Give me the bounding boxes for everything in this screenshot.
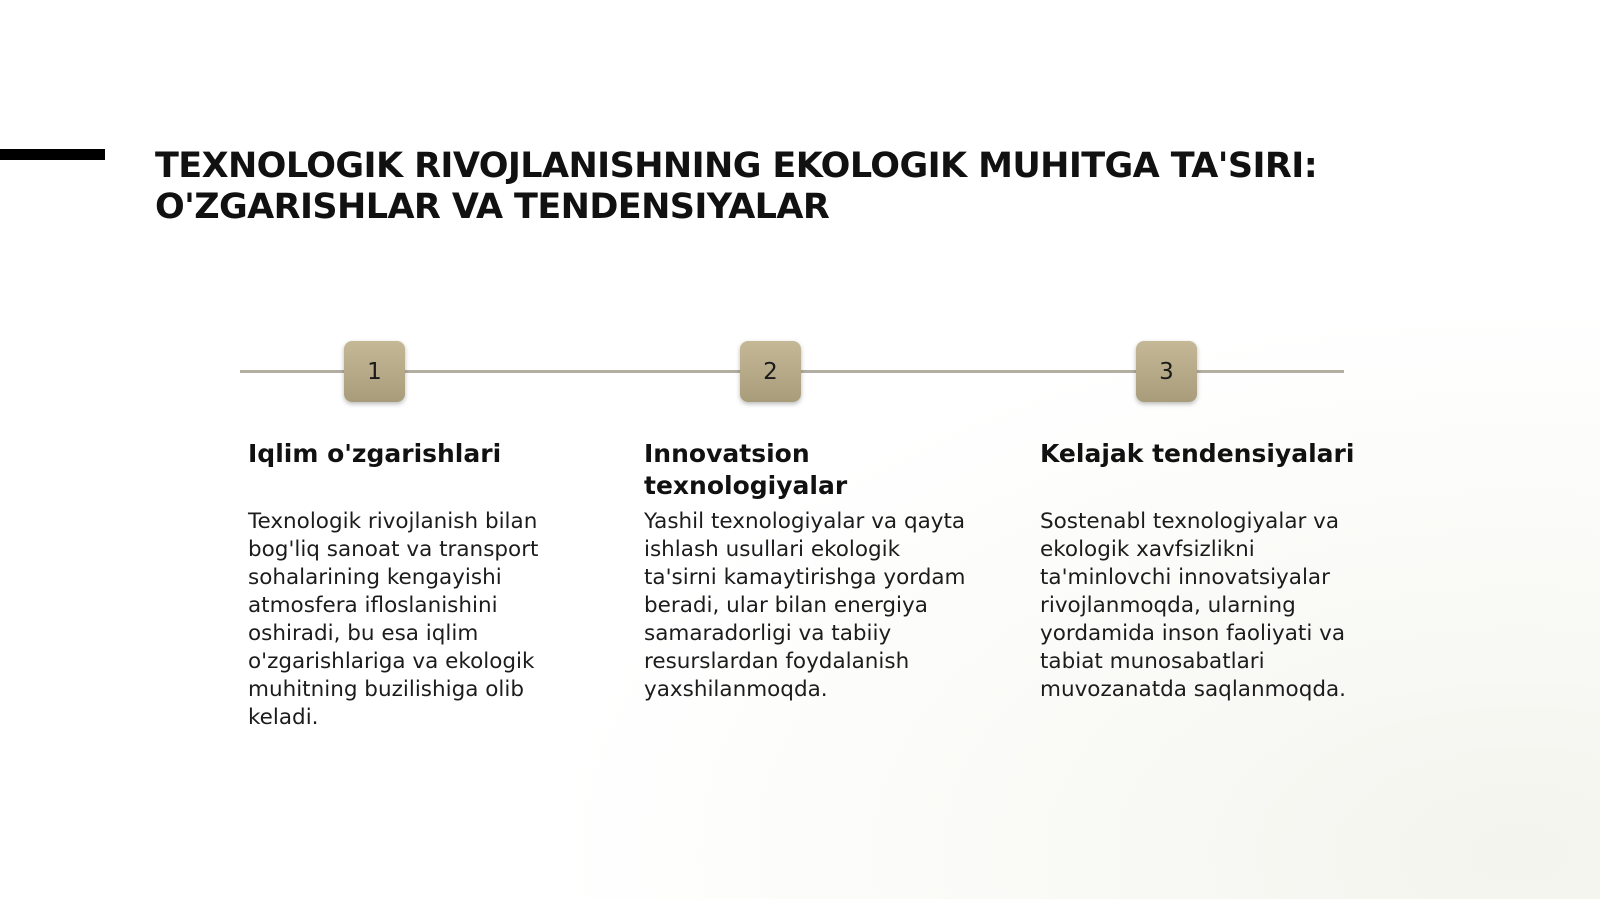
step-3-line: yordamida inson faoliyati va [1040,621,1346,646]
step-3-line: Sostenabl texnologiyalar va [1040,509,1340,534]
step-2-line: resurslardan foydalanish [644,649,910,674]
step-3-column [1040,438,1385,704]
step-3-line: rivojlanmoqda, ularning [1040,593,1296,618]
title-accent-bar [0,149,105,160]
step-1-line: oshiradi, bu esa iqlim [248,621,479,646]
step-1-line: keladi. [248,705,319,730]
step-2-line: Yashil texnologiyalar va qayta [644,509,966,534]
step-3-line: tabiat munosabatlari [1040,649,1265,674]
step-1-marker [344,341,405,402]
step-3-description [1040,508,1385,704]
step-1-line: atmosfera ifloslanishini [248,593,498,618]
step-3-line: ta'minlovchi innovatsiyalar [1040,565,1330,590]
step-1-line: bog'liq sanoat va transport [248,537,539,562]
step-2-line: beradi, ular bilan energiya [644,593,928,618]
step-3-number: 3 [1159,358,1174,385]
slide-title-line-2: O'ZGARISHLAR VA TENDENSIYALAR [155,187,830,227]
step-1-line: o'zgarishlariga va ekologik [248,649,535,674]
step-3-line: ekologik xavfsizlikni [1040,537,1255,562]
step-2-line: yaxshilanmoqda. [644,677,828,702]
slide-title [155,146,1475,228]
step-2-line: ishlash usullari ekologik [644,537,901,562]
step-1-line: muhitning buzilishiga olib [248,677,524,702]
step-3-line: muvozanatda saqlanmoqda. [1040,677,1346,702]
step-1-line: Texnologik rivojlanish bilan [248,509,538,534]
step-1-description [248,508,593,732]
step-2-line: samaradorligi va tabiiy [644,621,892,646]
step-1-line: sohalarining kengayishi [248,565,502,590]
step-2-line: ta'sirni kamaytirishga yordam [644,565,966,590]
step-3-heading: Kelajak tendensiyalari [1040,439,1355,468]
slide-title-line-1: TEXNOLOGIK RIVOJLANISHNING EKOLOGIK MUHITGA TA'SIRI: [155,146,1318,186]
step-2-number: 2 [763,358,778,385]
step-3-marker [1136,341,1197,402]
step-2-heading: Innovatsion texnologiyalar [644,439,848,500]
step-2-column [644,438,989,704]
step-1-heading: Iqlim o'zgarishlari [248,439,502,468]
step-2-marker [740,341,801,402]
step-1-number: 1 [367,358,382,385]
step-1-column [248,438,593,732]
step-2-description [644,508,989,704]
